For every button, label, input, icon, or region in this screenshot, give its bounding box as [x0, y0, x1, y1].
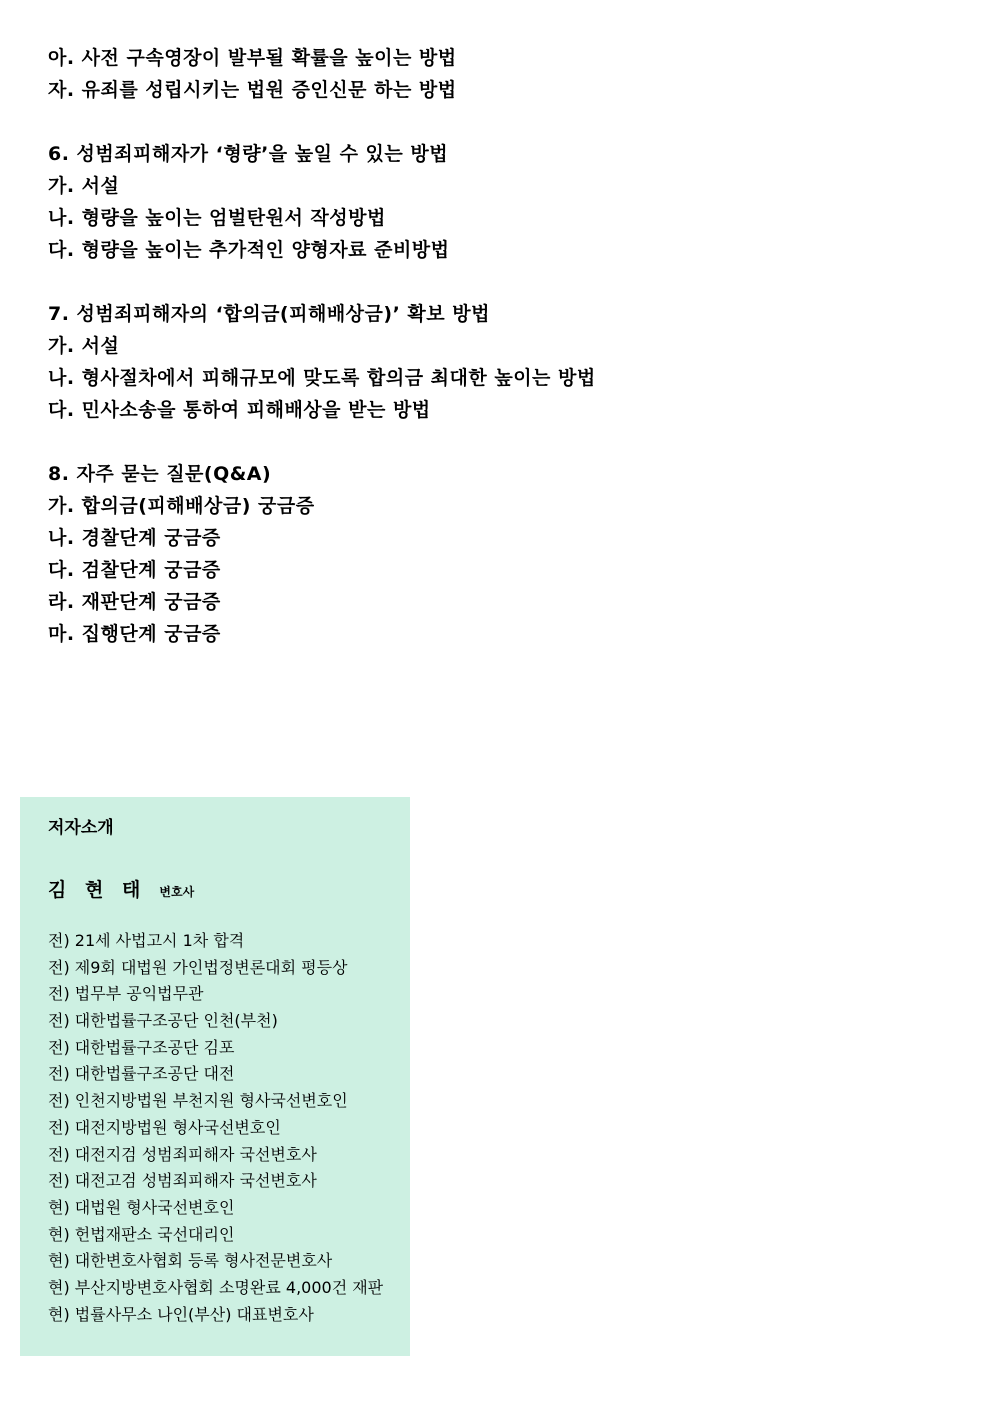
- toc-item: 나. 경찰단계 궁금증: [48, 527, 221, 549]
- table-of-contents: [48, 42, 948, 650]
- career-item: 전) 대한법률구조공단 김포: [48, 1037, 235, 1057]
- career-item: 전) 대전지방법원 형사국선변호인: [48, 1117, 281, 1137]
- career-item: 전) 대전지검 성범죄피해자 국선변호사: [48, 1144, 317, 1164]
- career-item: 전) 대한법률구조공단 인천(부천): [48, 1011, 278, 1031]
- toc-item: 다. 검찰단계 궁금증: [48, 559, 221, 581]
- career-item: 전) 제9회 대법원 가인법정변론대회 평등상: [48, 957, 348, 977]
- career-item: 현) 대법원 형사국선변호인: [48, 1197, 235, 1217]
- career-item: 전) 인천지방법원 부천지원 형사국선변호인: [48, 1091, 348, 1111]
- author-name: 김 현 태: [48, 879, 147, 901]
- author-name-row: [48, 875, 194, 902]
- toc-item: 가. 서설: [48, 335, 120, 357]
- author-role: 변호사: [159, 885, 195, 899]
- author-section-title: 저자소개: [48, 818, 114, 838]
- toc-item: 자. 유죄를 성립시키는 법원 증인신문 하는 방법: [48, 79, 457, 101]
- toc-item: 라. 재판단계 궁금증: [48, 591, 221, 613]
- toc-item: 아. 사전 구속영장이 발부될 확률을 높이는 방법: [48, 47, 457, 69]
- career-item: 전) 21세 사법고시 1차 합격: [48, 931, 245, 950]
- toc-section-heading: 6. 성범죄피해자가 ‘형량’을 높일 수 있는 방법: [48, 143, 449, 165]
- career-item: 현) 대한변호사협회 등록 형사전문변호사: [48, 1251, 333, 1271]
- toc-spacer: [48, 426, 948, 458]
- toc-item: 마. 집행단계 궁금증: [48, 623, 221, 645]
- author-career-list: [48, 928, 408, 1328]
- toc-item: 가. 서설: [48, 175, 120, 197]
- toc-item: 다. 민사소송을 통하여 피해배상을 받는 방법: [48, 399, 431, 421]
- toc-item: 나. 형사절차에서 피해규모에 맞도록 합의금 최대한 높이는 방법: [48, 367, 596, 389]
- career-item: 현) 부산지방변호사협회 소명완료 4,000건 재판: [48, 1277, 384, 1297]
- career-item: 현) 헌법재판소 국선대리인: [48, 1224, 235, 1244]
- author-intro-box: [20, 797, 410, 1356]
- career-item: 현) 법률사무소 나인(부산) 대표변호사: [48, 1304, 314, 1324]
- toc-item: 다. 형량을 높이는 추가적인 양형자료 준비방법: [48, 239, 450, 261]
- toc-spacer: [48, 266, 948, 298]
- career-item: 전) 대한법률구조공단 대전: [48, 1064, 235, 1084]
- toc-item: 가. 합의금(피해배상금) 궁금증: [48, 495, 315, 517]
- toc-section-heading: 8. 자주 묻는 질문(Q&A): [48, 463, 272, 485]
- toc-spacer: [48, 106, 948, 138]
- career-item: 전) 대전고검 성범죄피해자 국선변호사: [48, 1171, 317, 1191]
- toc-section-heading: 7. 성범죄피해자의 ‘합의금(피해배상금)’ 확보 방법: [48, 303, 490, 325]
- career-item: 전) 법무부 공익법무관: [48, 984, 204, 1004]
- toc-item: 나. 형량을 높이는 엄벌탄원서 작성방법: [48, 207, 386, 229]
